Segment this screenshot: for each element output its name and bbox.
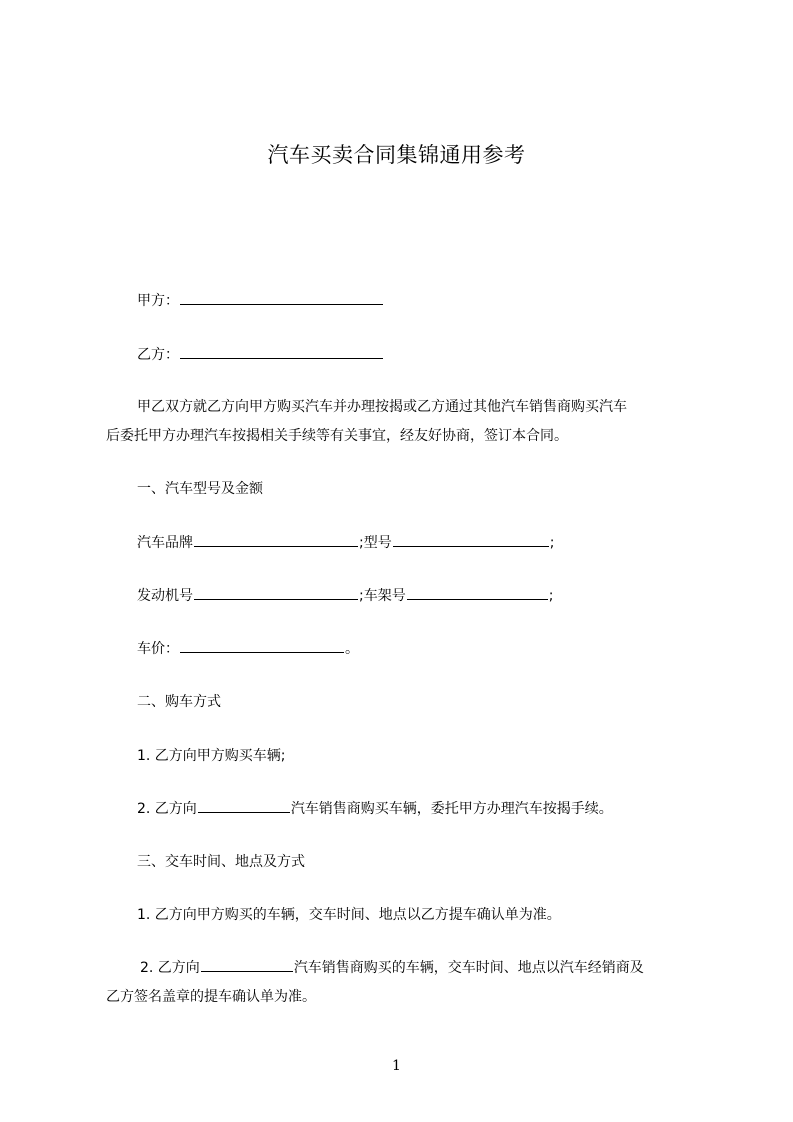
price-blank[interactable] <box>180 639 344 653</box>
model-blank[interactable] <box>393 533 549 547</box>
page-number: 1 <box>392 1058 401 1074</box>
intro-line-1: 甲乙双方就乙方向甲方购买汽车并办理按揭或乙方通过其他汽车销售商购买汽车 <box>137 399 627 415</box>
frame-terminator: ; <box>548 588 554 604</box>
section-3-item-1: 1. 乙方向甲方购买的车辆，交车时间、地点以乙方提车确认单为准。 <box>137 907 561 923</box>
section-3-heading: 三、交车时间、地点及方式 <box>137 854 305 870</box>
section-3-item-2 <box>106 954 716 1012</box>
frame-blank[interactable] <box>407 586 548 600</box>
party-b-line <box>137 345 384 365</box>
engine-blank[interactable] <box>194 586 358 600</box>
section-2-item-1: 1. 乙方向甲方购买车辆; <box>137 748 286 764</box>
document-title: 汽车买卖合同集锦通用参考 <box>267 143 526 167</box>
party-a-label: 甲方： <box>137 293 179 309</box>
section-3-item-2-suffix: 汽车销售商购买的车辆，交车时间、地点以汽车经销商及 <box>293 960 644 976</box>
party-b-blank[interactable] <box>180 345 383 359</box>
section-1-heading: 一、汽车型号及金额 <box>137 481 263 497</box>
section-2-item-2-prefix: 2. 乙方向 <box>137 801 197 817</box>
price-end: 。 <box>345 641 359 657</box>
intro-line-2: 后委托甲方办理汽车按揭相关手续等有关事宜，经友好协商，签订本合同。 <box>106 428 568 444</box>
brand-model-line <box>137 533 554 553</box>
model-terminator: ; <box>549 535 555 551</box>
intro-paragraph <box>106 393 716 451</box>
price-line <box>137 639 359 659</box>
party-b-label: 乙方： <box>137 347 179 363</box>
section-2-item-2-suffix: 汽车销售商购买车辆，委托甲方办理汽车按揭手续。 <box>290 801 613 817</box>
section-2-heading: 二、购车方式 <box>137 694 221 710</box>
brand-label: 汽车品牌 <box>137 535 193 551</box>
section-2-item-2 <box>137 799 613 819</box>
brand-blank[interactable] <box>194 533 358 547</box>
party-a-blank[interactable] <box>180 291 383 305</box>
party-a-line <box>137 291 384 311</box>
engine-label: 发动机号 <box>137 588 193 604</box>
section-3-item-2-prefix: 2. 乙方向 <box>140 960 200 976</box>
engine-frame-line <box>137 586 553 606</box>
price-label: 车价： <box>137 641 179 657</box>
dealer-blank-2[interactable] <box>201 958 293 972</box>
frame-label: ;车架号 <box>359 588 406 604</box>
model-label: ;型号 <box>359 535 392 551</box>
section-3-item-2-line-2: 乙方签名盖章的提车确认单为准。 <box>106 989 316 1005</box>
dealer-blank[interactable] <box>198 799 290 813</box>
